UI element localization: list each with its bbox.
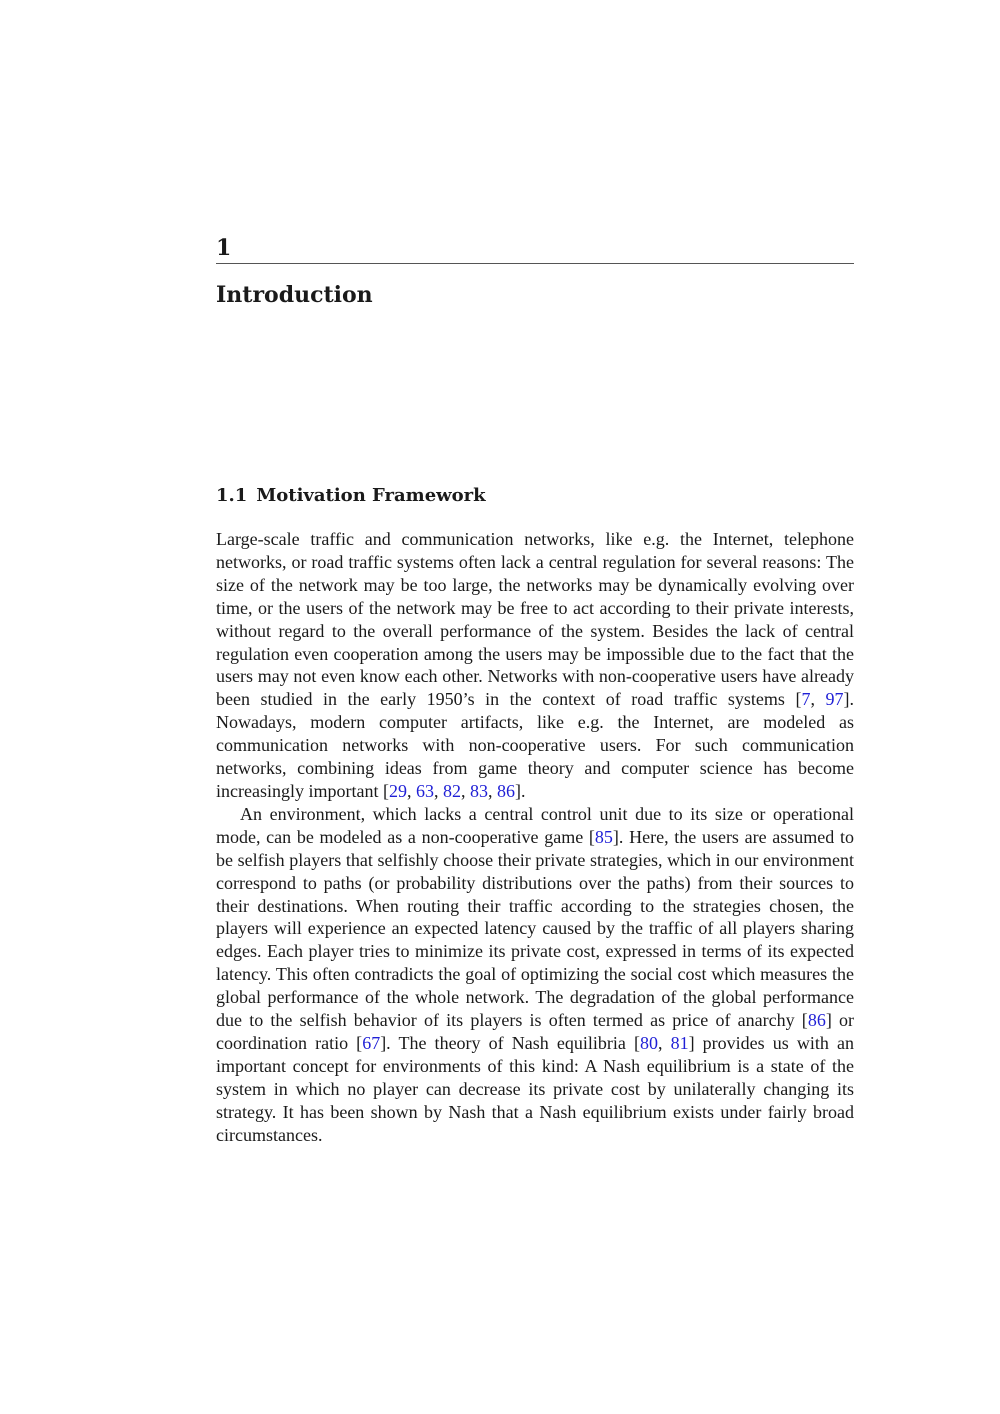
chapter-rule — [216, 263, 854, 264]
paragraph-text: ] provides us with an important concept for environments of this kind: A Nash equilibrium is a state of the system in which no player can decrease its private cost by unilaterally changing its strategy. It has been shown by Nash that a Nash equilibrium exists under fairly broad circumstances. — [216, 1032, 854, 1145]
section-title: Motivation Framework — [256, 485, 486, 506]
citation-link[interactable]: 67 — [362, 1032, 381, 1053]
citation-link[interactable]: 7 — [801, 689, 811, 710]
citation-link[interactable]: 86 — [807, 1010, 826, 1031]
paragraph-text: ]. Nowadays, modern computer artifacts, like e.g. the Internet, are modeled as communication networks with non-cooperative users. For such communication networks, combining ideas from game theory and computer science has become increasingly important [ — [216, 689, 854, 801]
citation-link[interactable]: 80 — [639, 1032, 658, 1053]
paragraph-1: Large-scale traffic and communication networks, like e.g. the Internet, telephone networks, or road traffic systems often lack a central regulation for several reasons: The size of the network may be too large, the networks may be dynamically evolving over time, or the users of the network may be free to act according to their private interests, without regard to the overall performance of the system. Besides the lack of central regulation even cooperation among the users may be impossible due to the fact that the users may not even know each other. Networks with non-cooperative users have already been studied in the early 1950’s in the context of road traffic systems [7, 97]. Nowadays, modern computer artifacts, like e.g. the Internet, are modeled as communication networks with non-cooperative users. For such communication networks, combining ideas from game theory and computer science has become increasingly important [29, 63, 82, 83, 86]. — [216, 529, 854, 801]
paragraph-text: ]. — [514, 780, 526, 801]
citation-link[interactable]: 85 — [594, 826, 613, 847]
citation-link[interactable]: 81 — [670, 1032, 689, 1053]
citation-link[interactable]: 82 — [442, 780, 461, 801]
section-number: 1.1 — [216, 485, 248, 506]
citation-link[interactable]: 83 — [469, 780, 488, 801]
paragraph-text: Large-scale traffic and communication networks, like e.g. the Internet, telephone networks, or road traffic systems often lack a central regulation for several reasons: The size of the network may be too large, the networks may be dynamically evolving over time, or the users of the network may be free to act according to their private interests, without regard to the overall performance of the system. Besides the lack of central regulation even cooperation among the users may be impossible due to the fact that the users may not even know each other. Networks with non-cooperative users have already been studied in the early 1950’s in the context of road traffic systems [ — [216, 529, 854, 710]
citation-link[interactable]: 97 — [825, 689, 844, 710]
body-text — [216, 528, 854, 1146]
paragraph-text: ] or coordination ratio [ — [216, 1010, 854, 1053]
citation-link[interactable]: 29 — [388, 780, 407, 801]
citation-link[interactable]: 63 — [415, 780, 434, 801]
section-heading — [216, 484, 486, 508]
citation-link[interactable]: 86 — [496, 780, 515, 801]
paragraph-2: An environment, which lacks a central control unit due to its size or operational mode, can be modeled as a non-cooperative game [85]. Here, the users are assumed to be selfish players that selfishly choose their private strategies, which in our environment correspond to paths (or probability distributions over the paths) from their sources to their destinations. When routing their traffic according to the strategies chosen, the players will experience an expected latency caused by the traffic of all players sharing edges. Each player tries to minimize its private cost, expressed in terms of its expected latency. This often contradicts the goal of optimizing the social cost which measures the global performance of the whole network. The degradation of the global performance due to the selfish behavior of its players is often termed as price of anarchy [86] or coordination ratio [67]. The theory of Nash equilibria [80, 81] provides us with an important concept for environments of this kind: A Nash equilibrium is a state of the system in which no player can decrease its private cost by unilaterally changing its strategy. It has been shown by Nash that a Nash equilibrium exists under fairly broad circumstances. — [216, 803, 854, 1145]
paragraph-text: ]. Here, the users are assumed to be selfish players that selfishly choose their private strategies, which in our environment correspond to paths (or probability distributions over the paths) from their sources to their destinations. When routing their traffic according to the strategies chosen, the players will experience an expected latency caused by the traffic of all players sharing edges. Each player tries to minimize its private cost, expressed in terms of its expected latency. This often contradicts the goal of optimizing the social cost which measures the global performance of the whole network. The degradation of the global performance due to the selfish behavior of its players is often termed as price of anarchy [ — [216, 826, 854, 1031]
chapter-title: Introduction — [216, 282, 373, 308]
chapter-number: 1 — [216, 235, 232, 261]
paragraph-text: ]. The theory of Nash equilibria [ — [380, 1032, 640, 1053]
paragraph-text: An environment, which lacks a central control unit due to its size or operational mode, can be modeled as a non-cooperative game [ — [216, 803, 854, 847]
